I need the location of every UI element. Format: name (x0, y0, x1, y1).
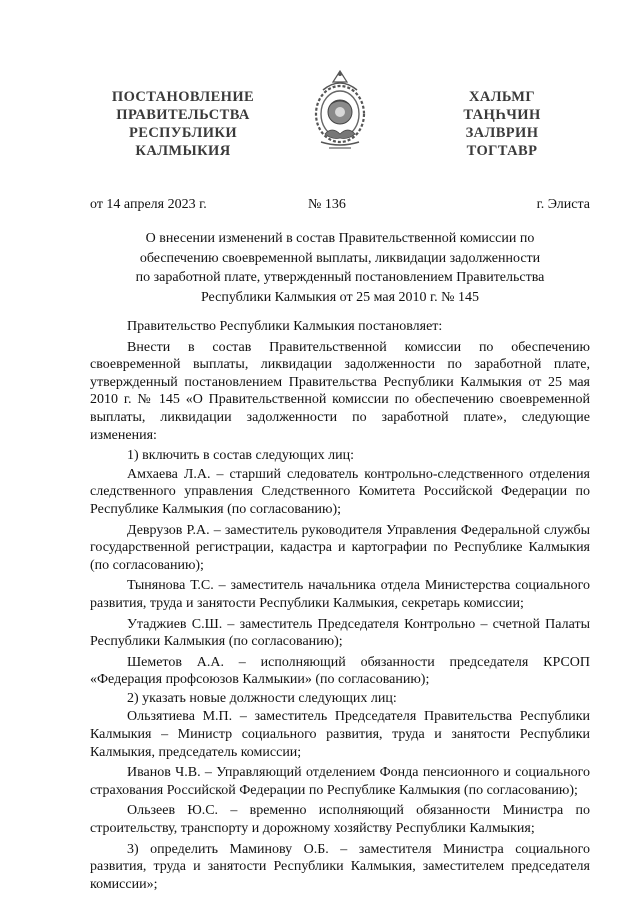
header-left-line: ПОСТАНОВЛЕНИЕ (111, 89, 255, 105)
document-city: г. Элиста (536, 197, 590, 212)
title-line: обеспечению своевременной выплаты, ликвидации задолженности (139, 250, 541, 266)
header-left-line: ПРАВИТЕЛЬСТВА (116, 107, 250, 123)
paragraph-member: Амхаева Л.А. – старший следователь контрольно-следственного отделения следственного управления Следственного Комитета Российской Федерации по Республике Калмыкия (по согласованию); (90, 466, 590, 517)
header-left-line: КАЛМЫКИЯ (135, 143, 231, 159)
document-meta-row (90, 197, 590, 217)
document-number: № 136 (308, 197, 346, 212)
title-line: О внесении изменений в состав Правительственной комиссии по (145, 231, 535, 246)
paragraph-member: Ользятиева М.П. – заместитель Председателя Правительства Республики Калмыкия – Министр социального развития, труда и занятости Республики Калмыкия, председатель комиссии; (90, 709, 590, 760)
paragraph-main-clause: Внести в состав Правительственной комиссии по обеспечению своевременной выплаты, ликвидации задолженности по заработной плате, утвержденный постановлением Правительства Республики Калмыкия от 25 мая 2010 г. № 145 «О Правительственной комиссии по обеспечению своевременной выплаты, ликвидации задолженности по заработной плате», следующие изменения: (90, 339, 590, 443)
paragraph-member: Тынянова Т.С. – заместитель начальника отдела Министерства социального развития, труда и занятости Республики Калмыкия, секретарь комиссии; (90, 578, 590, 611)
paragraph-preamble: Правительство Республики Калмыкия постановляет: (127, 319, 443, 334)
document-date: от 14 апреля 2023 г. (90, 197, 207, 212)
header-left-line: РЕСПУБЛИКИ (128, 125, 238, 141)
header-right-line: ТАҢҺЧИН (463, 107, 541, 123)
paragraph-item-3: 3) определить Маминову О.Б. – заместителя Министра социального развития, труда и занятости Республики Калмыкия, заместителем председателя комиссии»; (90, 841, 590, 892)
paragraph-member: Утаджиев С.Ш. – заместитель Председателя Контрольно – счетной Палаты Республики Калмыкия (по согласованию); (90, 616, 590, 650)
document-title (90, 229, 590, 307)
paragraph-member: Ользеев Ю.С. – временно исполняющий обязанности Министра по строительству, транспорту и дорожному хозяйству Республики Калмыкия; (90, 803, 590, 837)
document-body (90, 318, 590, 896)
paragraph-member: Деврузов Р.А. – заместитель руководителя Управления Федеральной службы государственной регистрации, кадастра и картографии по Республике Калмыкия (по согласованию); (90, 522, 590, 573)
paragraph-member: Иванов Ч.В. – Управляющий отделением Фонда пенсионного и социального страхования Российской Федерации по Республике Калмыкия (по согласованию); (90, 765, 590, 798)
title-line: Республики Калмыкия от 25 мая 2010 г. № 145 (200, 289, 480, 305)
title-line: по заработной плате, утвержденный постановлением Правительства (135, 270, 545, 285)
kalmykia-coat-of-arms-icon (309, 68, 371, 154)
header-right-line: ХАЛЬМГ (468, 89, 536, 105)
paragraph-item-2: 2) указать новые должности следующих лиц: (127, 690, 397, 706)
header-russian-title (88, 88, 278, 160)
header-kalmyk-title (432, 88, 572, 160)
paragraph-member: Шеметов А.А. – исполняющий обязанности председателя КРСОП «Федерация профсоюзов Калмыкии» (по согласованию); (90, 654, 590, 688)
header-right-line: ЗАЛВРИН (465, 125, 539, 141)
header-right-line: ТОГТАВР (466, 143, 538, 159)
paragraph-item-1: 1) включить в состав следующих лиц: (127, 448, 354, 464)
